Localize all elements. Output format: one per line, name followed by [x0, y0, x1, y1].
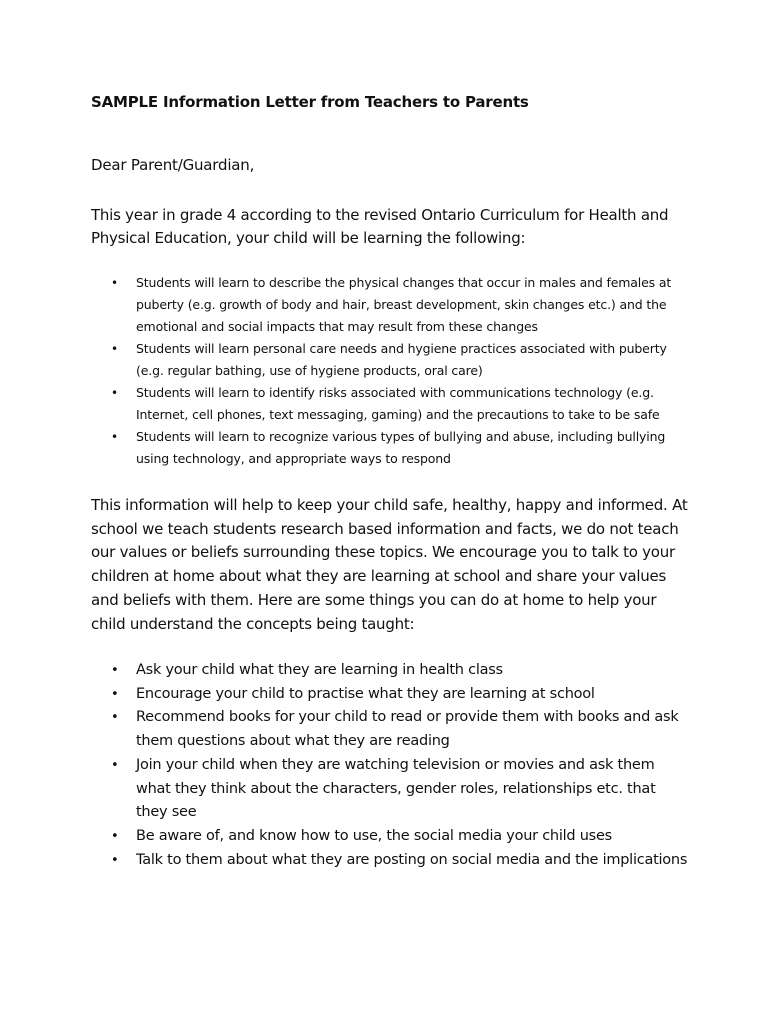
list-item-text: Talk to them about what they are posting on social media and the implications	[136, 851, 688, 868]
bullet-icon: •	[111, 276, 118, 290]
bullet-icon: •	[111, 757, 119, 773]
body-paragraph: This information will help to keep your child safe, healthy, happy and informed. At school we teach students research based information and facts, we do not teach our values or beliefs surrounding these topics. We encourage you to talk to your children at home about what they are learning at school and share your values and beliefs with them. Here are some things you can do at home to help your child understand the concepts being taught:	[91, 496, 688, 633]
bullet-icon: •	[111, 686, 119, 702]
list-item	[108, 272, 688, 338]
list-item	[108, 683, 688, 707]
list-item-text: Join your child when they are watching television or movies and ask them what they think about the characters, gender roles, relationships etc. that they see	[136, 756, 656, 821]
list-item	[108, 706, 688, 753]
list-item	[108, 849, 688, 873]
list-item-text: Students will learn to describe the physical changes that occur in males and females at puberty (e.g. growth of body and hair, breast development, skin changes etc.) and the emotional and social impacts that may result from these changes	[136, 275, 672, 334]
letter-title: SAMPLE Information Letter from Teachers to Parents	[91, 93, 529, 111]
intro-paragraph: This year in grade 4 according to the revised Ontario Curriculum for Health and Physical Education, your child will be learning the following:	[91, 206, 669, 247]
learning-list	[108, 272, 688, 470]
list-item-text: Encourage your child to practise what they are learning at school	[136, 685, 595, 702]
list-item	[108, 659, 688, 683]
list-item	[108, 338, 688, 382]
list-item	[108, 825, 688, 849]
list-item	[108, 426, 688, 470]
list-item-text: Students will learn to recognize various types of bullying and abuse, including bullying using technology, and appropriate ways to respond	[136, 429, 666, 466]
bullet-icon: •	[111, 663, 119, 678]
bullet-icon: •	[111, 710, 119, 726]
list-item-text: Ask your child what they are learning in health class	[136, 662, 503, 678]
list-item	[108, 382, 688, 426]
bullet-icon: •	[111, 430, 118, 444]
bullet-icon: •	[111, 852, 119, 868]
home-tips-list	[108, 659, 688, 872]
list-item-text: Students will learn personal care needs and hygiene practices associated with puberty (e.g. regular bathing, use of hygiene products, oral care)	[136, 341, 667, 378]
list-item-text: Recommend books for your child to read or provide them with books and ask them questions about what they are reading	[136, 709, 679, 750]
bullet-icon: •	[111, 386, 118, 400]
list-item-text: Students will learn to identify risks associated with communications technology (e.g. Internet, cell phones, text messaging, gaming) and the precautions to take to be safe	[136, 385, 660, 422]
list-item	[108, 754, 688, 825]
bullet-icon: •	[111, 342, 118, 356]
salutation: Dear Parent/Guardian,	[91, 156, 255, 174]
bullet-icon: •	[111, 828, 119, 844]
list-item-text: Be aware of, and know how to use, the social media your child uses	[136, 827, 612, 844]
